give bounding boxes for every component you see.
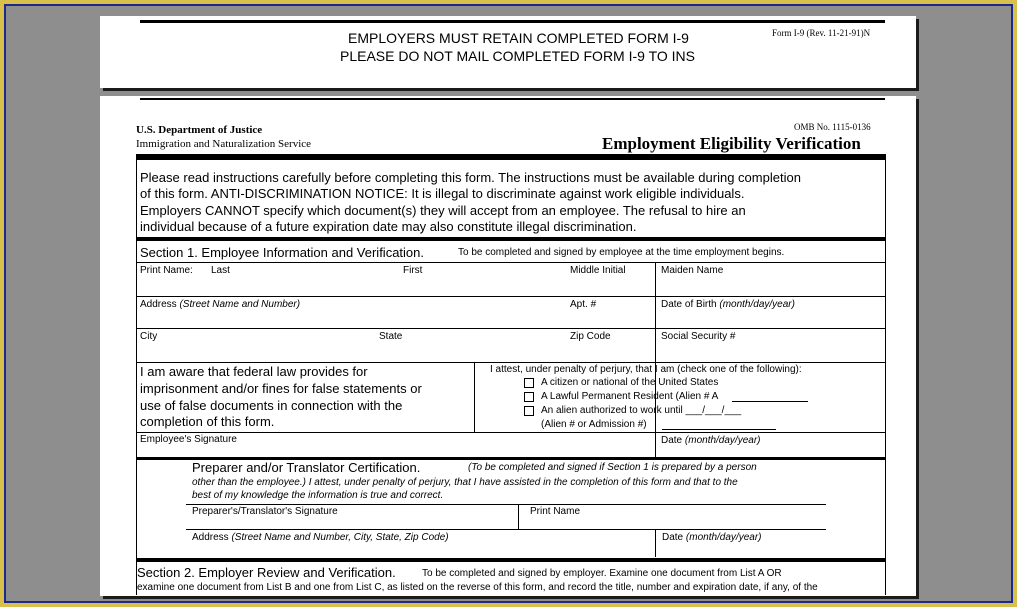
section2-title: Section 2. Employer Review and Verification.	[137, 565, 396, 580]
preparer-text-3: best of my knowledge the information is true and correct.	[192, 490, 444, 501]
preparer-address-label: Address (Street Name and Number, City, State, Zip Code)	[192, 532, 449, 543]
top-page	[100, 16, 916, 88]
ssn-label: Social Security #	[661, 331, 736, 342]
mail-notice: PLEASE DO NOT MAIL COMPLETED FORM I-9 TO INS	[340, 48, 695, 64]
zip-label: Zip Code	[570, 331, 611, 342]
attest-text: I attest, under penalty of perjury, that I am (check one of the following):	[490, 364, 802, 375]
last-name-label: Last	[211, 265, 230, 276]
admission-option: (Alien # or Admission #)	[541, 419, 647, 430]
instructions-line-4: individual because of a future expiration date may also constitute illegal discrimination.	[140, 219, 637, 234]
aware-line-2: imprisonment and/or fines for false statements or	[140, 381, 422, 396]
employee-signature-label: Employee's Signature	[140, 434, 237, 445]
preparer-print-name-label: Print Name	[530, 506, 581, 517]
print-name-label: Print Name:	[140, 265, 193, 276]
citizen-checkbox[interactable]	[524, 378, 534, 388]
aware-line-4: completion of this form.	[140, 414, 275, 429]
section2-line-2: examine one document from List B and one from List C, as listed on the reverse of this form, and record the title, number and expiration date, if any, of the	[137, 582, 818, 593]
resident-checkbox[interactable]	[524, 392, 534, 402]
instructions-line-3: Employers CANNOT specify which document(s) they will accept from an employee. The refusal to hire an	[140, 203, 746, 218]
form-id: Form I-9 (Rev. 11-21-91)N	[772, 28, 871, 38]
alien-date-blank: ___/___/___	[685, 405, 742, 416]
form-title: Employment Eligibility Verification	[602, 134, 861, 153]
maiden-name-label: Maiden Name	[661, 265, 724, 276]
preparer-signature-label: Preparer's/Translator's Signature	[192, 506, 338, 517]
dob-label: Date of Birth (month/day/year)	[661, 299, 795, 310]
instructions-line-1: Please read instructions carefully before completing this form. The instructions must be available during completion	[140, 170, 801, 185]
preparer-date-label: Date (month/day/year)	[662, 532, 762, 543]
section1-title: Section 1. Employee Information and Verification.	[140, 245, 424, 260]
citizen-option: A citizen or national of the United States	[541, 377, 719, 388]
resident-option: A Lawful Permanent Resident (Alien # A	[541, 391, 719, 402]
omb-number: OMB No. 1115-0136	[794, 122, 871, 132]
section2-subtitle: To be completed and signed by employer. Examine one document from List A OR	[422, 568, 782, 579]
alien-checkbox[interactable]	[524, 406, 534, 416]
retain-notice: EMPLOYERS MUST RETAIN COMPLETED FORM I-9	[348, 30, 689, 46]
address-label: Address (Street Name and Number)	[140, 299, 301, 310]
city-label: City	[140, 331, 158, 342]
alien-option: An alien authorized to work until ___/___/___	[541, 405, 742, 416]
first-name-label: First	[403, 265, 423, 276]
service: Immigration and Naturalization Service	[136, 138, 312, 150]
instructions-line-2: of this form. ANTI-DISCRIMINATION NOTICE: It is illegal to discriminate against work eligible individuals.	[140, 186, 745, 201]
preparer-text-2: other than the employee.) I attest, under penalty of perjury, that I have assisted in the completion of this form and that to the	[192, 477, 738, 488]
employee-date-label: Date (month/day/year)	[661, 435, 761, 446]
aware-line-1: I am aware that federal law provides for	[140, 364, 368, 379]
department: U.S. Department of Justice	[136, 124, 263, 136]
preparer-title: Preparer and/or Translator Certification.	[192, 460, 421, 475]
middle-initial-label: Middle Initial	[570, 265, 626, 276]
apt-label: Apt. #	[570, 299, 597, 310]
aware-line-3: use of false documents in connection with the	[140, 398, 403, 413]
form-page	[100, 96, 916, 596]
preparer-text-1: (To be completed and signed if Section 1 is prepared by a person	[468, 462, 757, 473]
section1-subtitle: To be completed and signed by employee at the time employment begins.	[458, 247, 785, 258]
state-label: State	[379, 331, 403, 342]
